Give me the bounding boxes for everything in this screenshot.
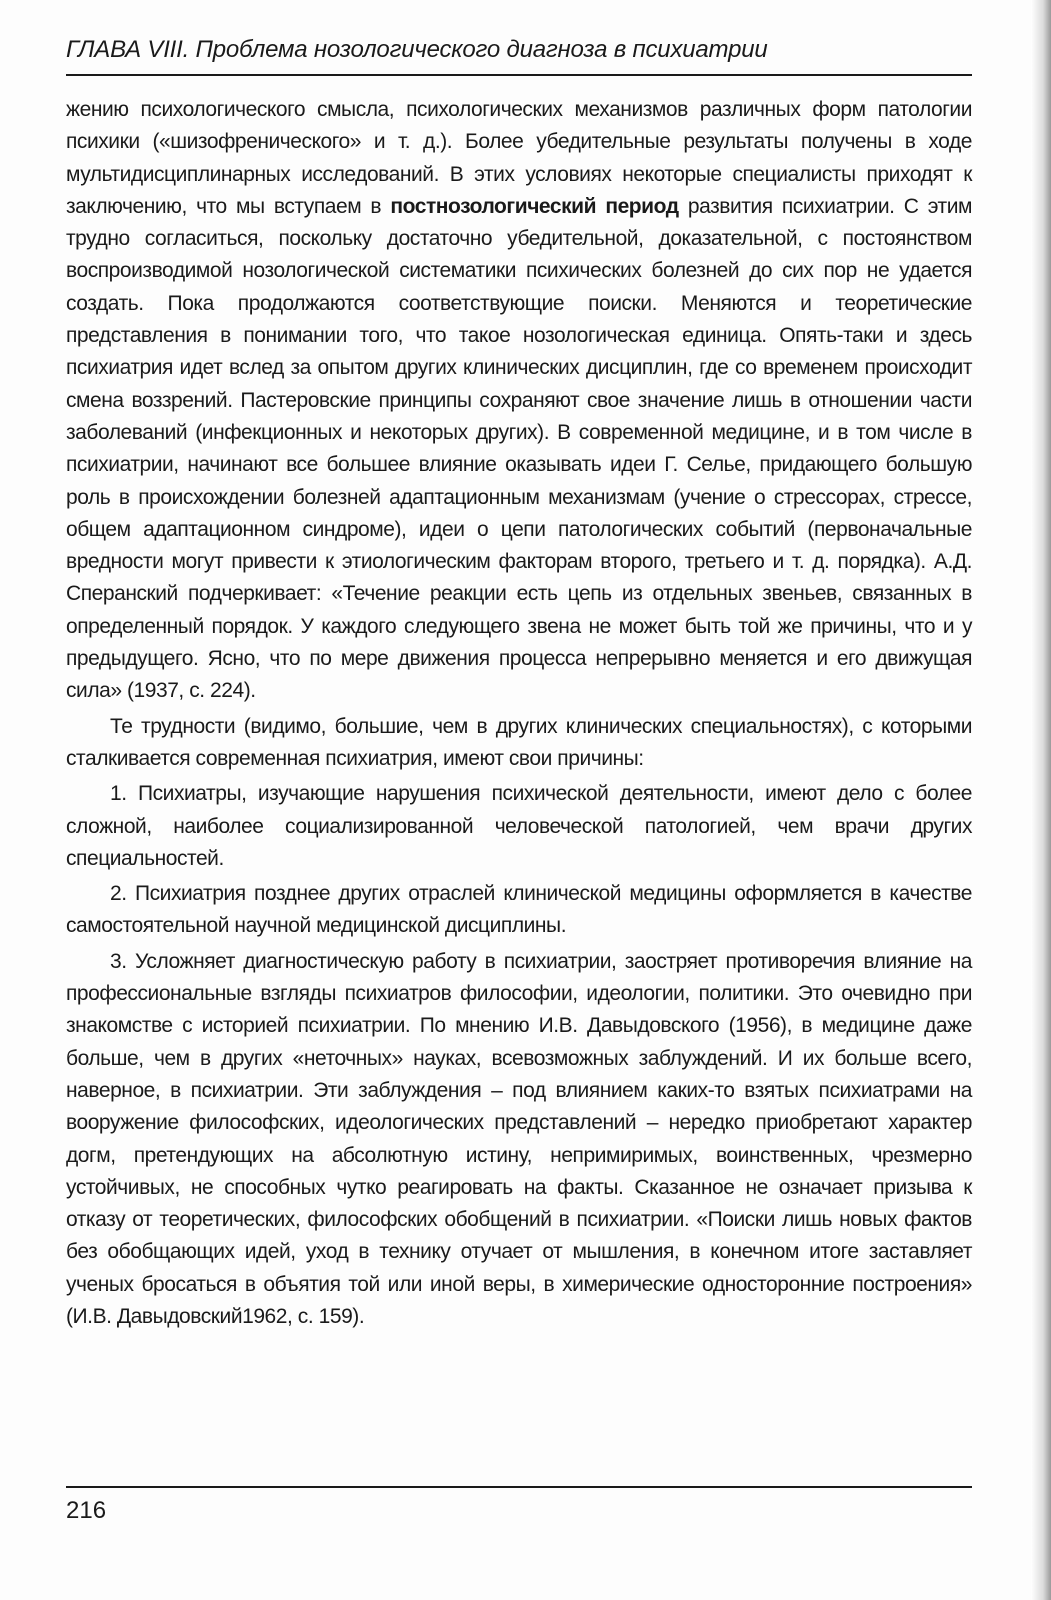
header-rule (66, 74, 972, 76)
page-edge-shadow (1031, 0, 1051, 1600)
footer-rule (66, 1486, 972, 1488)
bold-term: постнозологический период (390, 194, 679, 218)
body-text (66, 94, 972, 1333)
list-item-1: 1. Психиатры, изучающие нарушения психической деятельности, имеют дело с более сложной, наиболее социализированной человеческой патологией, чем врачи других специальностей. (66, 782, 972, 870)
running-header: ГЛАВА VIII. Проблема нозологического диагноза в психиатрии (66, 36, 768, 63)
list-item-2: 2. Психиатрия позднее других отраслей клинической медицины оформляется в качестве самостоятельной научной медицинской дисциплины. (66, 882, 972, 938)
list-item-3: 3. Усложняет диагностическую работу в психиатрии, заостряет противоречия влияние на профессиональные взгляды психиатров философии, идеологии, политики. Это очевидно при знакомстве с историей психиатрии. По мнению И.В. Давыдовского (1956), в медицине даже больше, чем в других «неточных» науках, всевозможных заблуждений. И их больше всего, наверное, в психиатрии. Эти заблуждения – под влиянием каких-то взятых психиатрами на вооружение философских, идеологических представлений – нередко приобретают характер догм, претендующих на абсолютную истину, непримиримых, воинственных, чрезмерно устойчивых, не способных чутко реагировать на факты. Сказанное не означает призыва к отказу от теоретических, философских обобщений в психиатрии. «Поиски лишь новых фактов без обобщающих идей, уход в технику отучает от мышления, в конечном итоге заставляет ученых бросаться в объятия той или иной веры, в химерические односторонние построения» (И.В. Давыдовский1962, с. 159). (66, 949, 972, 1328)
page-number: 216 (66, 1497, 107, 1524)
paragraph-difficulties: Те трудности (видимо, большие, чем в других клинических специальностях), с которыми сталкивается современная психиатрия, имеют свои причины: (66, 714, 972, 770)
paragraph-continuation: жению психологического смысла, психологических механизмов различных форм патологии психики («шизофренического» и т. д.). Более убедительные результаты получены в ходе мультидисциплинарных исследований. В этих условиях некоторые специалисты приходят к заключению, что мы вступаем в постнозологический период развития психиатрии. С этим трудно согласиться, поскольку достаточно убедительной, доказательной, с постоянством воспроизводимой нозологической систематики психических болезней до сих пор не удается создать. Пока продолжаются соответствующие поиски. Меняются и теоретические представления в понимании того, что такое нозологическая единица. Опять-таки и здесь психиатрия идет вслед за опытом других клинических дисциплин, где со временем происходит смена воззрений. Пастеровские принципы сохраняют свое значение лишь в отношении части заболеваний (инфекционных и некоторых других). В современной медицине, и в том числе в психиатрии, начинают все большее влияние оказывать идеи Г. Селье, придающего большую роль в происхождении болезней адаптационным механизмам (учение о стрессорах, стрессе, общем адаптационном синдроме), идеи о цепи патологических событий (первоначальные вредности могут привести к этиологическим факторам второго, третьего и т. д. порядка). А.Д. Сперанский подчеркивает: «Течение реакции есть цепь из отдельных звеньев, связанных в определенный порядок. У каждого следующего звена не может быть той же причины, что и у предыдущего. Ясно, что по мере движения процесса непрерывно меняется и его движущая сила» (1937, с. 224). (66, 98, 972, 703)
